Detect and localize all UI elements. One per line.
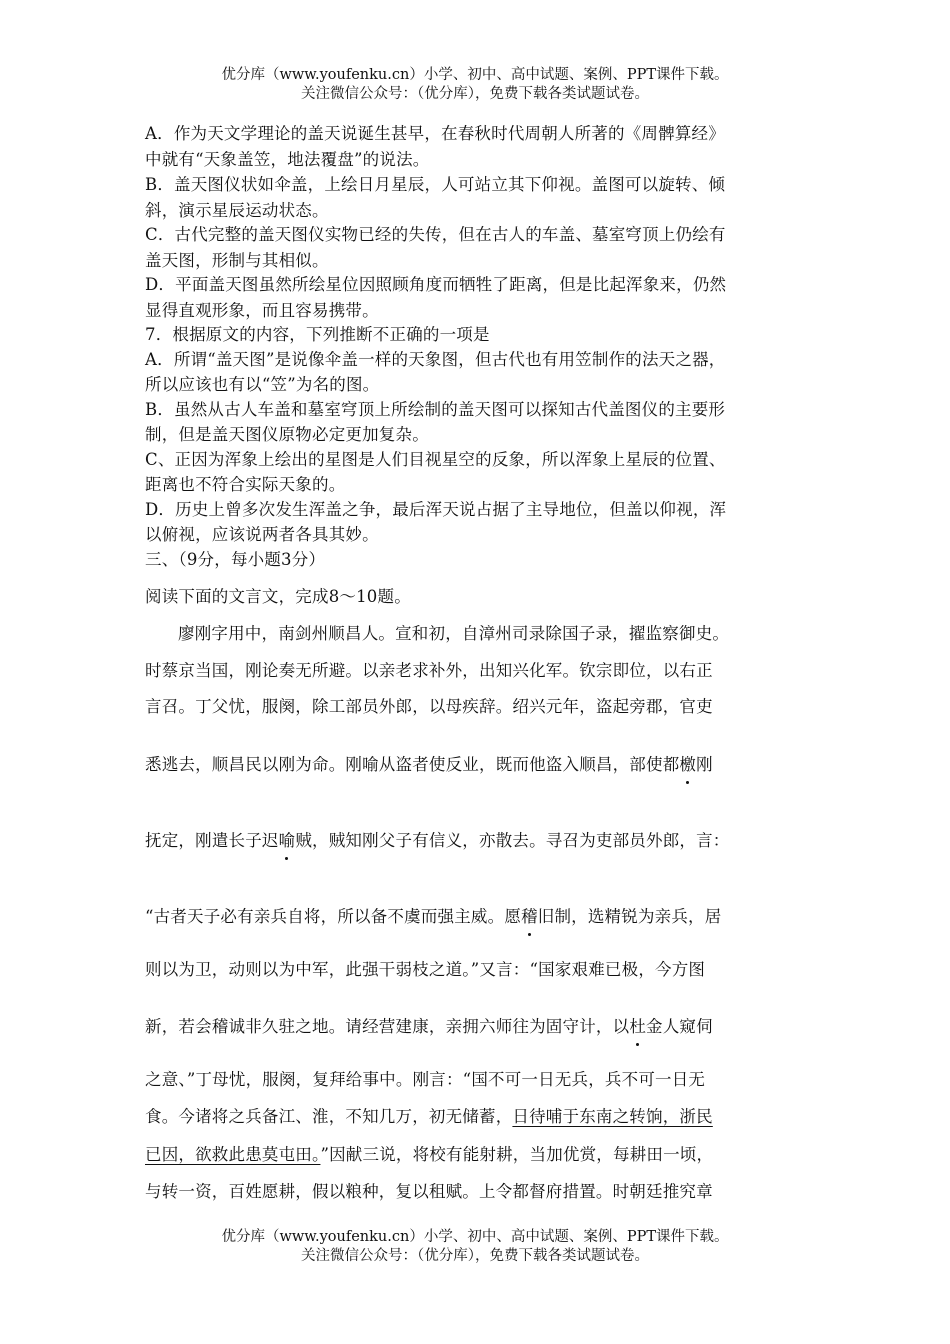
q6-option-d-line-1: D．平面盖天图虽然所绘星位因照顾角度而牺牲了距离，但是比起浑象来，仍然 — [145, 275, 727, 294]
q6-option-c-line-1: C．古代完整的盖天图仪实物已经的失传，但在古人的车盖、墓室穹顶上仍绘有 — [145, 225, 726, 244]
passage-line-8 — [145, 1015, 713, 1039]
passage-line-8-text-b: 金人窥伺 — [646, 1017, 713, 1036]
underlined-sentence: 已因，欲救此患莫屯田。 — [145, 1145, 321, 1164]
passage-line-12: 与转一资，百姓愿耕，假以粮种，复以租赋。上令都督府措置。时朝廷推究章 — [145, 1182, 713, 1201]
passage-line-2: 时蔡京当国，刚论奏无所避。以亲老求补外，出知兴化军。钦宗即位，以右正 — [145, 661, 713, 680]
emphasis-dot-char: 稽 — [521, 905, 538, 929]
passage-line-4-text-b: 刚 — [696, 755, 713, 774]
passage-line-7: 则以为卫，动则以为中军，此强干弱枝之道。”又言：“国家艰难已极，今方图 — [145, 960, 706, 979]
q6-option-b-line-2: 斜，演示星辰运动状态。 — [145, 201, 329, 220]
passage-line-10-text-a: 食。今诸将之兵备江、淮，不知几万，初无储蓄， — [145, 1107, 513, 1126]
passage-line-5-text-b: 贼，贼知刚父子有信义，亦散去。寻召为吏部员外郎，言： — [295, 831, 730, 850]
header-line-2: 关注微信公众号：（优分库），免费下载各类试题试卷。 — [301, 86, 649, 102]
q6-option-b-line-1: B．盖天图仪状如伞盖，上绘日月星辰，人可站立其下仰视。盖图可以旋转、倾 — [145, 175, 726, 194]
emphasis-dot-char: 檄 — [679, 753, 696, 777]
q7-option-c-line-1: C、正因为浑象上绘出的星图是人们目视星空的反象，所以浑象上星辰的位置、 — [145, 450, 726, 469]
header-line-1: 优分库（www.youfenku.cn）小学、初中、高中试题、案例、PPT课件下载。 — [221, 67, 729, 83]
q7-option-d-line-1: D．历史上曾多次发生浑盖之争，最后浑天说占据了主导地位，但盖以仰视，浑 — [145, 500, 727, 519]
q7-option-a-line-1: A．所谓“盖天图”是说像伞盖一样的天象图，但古代也有用笠制作的法天之器， — [145, 350, 726, 369]
passage-line-4 — [145, 753, 713, 777]
section-3-heading: 三、（9分，每小题3分） — [145, 550, 326, 569]
q7-option-c-line-2: 距离也不符合实际天象的。 — [145, 475, 346, 494]
passage-line-8-text-a: 新，若会稽诚非久驻之地。请经营建康，亲拥六师往为固守计，以 — [145, 1017, 630, 1036]
emphasis-dot-char: 喻 — [279, 829, 296, 853]
passage-line-10 — [145, 1105, 713, 1129]
passage-line-4-text-a: 悉逃去，顺昌民以刚为命。刚喻从盗者使反业，既而他盗入顺昌，部使都 — [145, 755, 680, 774]
passage-line-6 — [145, 905, 721, 929]
q6-option-d-line-2: 显得直观形象，而且容易携带。 — [145, 301, 379, 320]
passage-line-3: 言召。丁父忧，服阕，除工部员外郎，以母疾辞。绍兴元年，盗起旁郡，官吏 — [145, 697, 713, 716]
q6-option-a-line-1: A．作为天文学理论的盖天说诞生甚早，在春秋时代周朝人所著的《周髀算经》 — [145, 124, 725, 143]
q7-option-d-line-2: 以俯视，应该说两者各具其妙。 — [145, 525, 379, 544]
q7-stem: 7．根据原文的内容，下列推断不正确的一项是 — [145, 325, 490, 344]
passage-line-1: 廖刚字用中，南剑州顺昌人。宣和初，自漳州司录除国子录，擢监察御史。 — [178, 624, 730, 643]
passage-line-6-text-a: “古者天子必有亲兵自将，所以备不虞而强主威。愿 — [145, 907, 522, 926]
q7-option-b-line-1: B．虽然从古人车盖和墓室穹顶上所绘制的盖天图可以探知古代盖图仪的主要形 — [145, 400, 726, 419]
q6-option-a-line-2: 中就有“天象盖笠，地法覆盘”的说法。 — [145, 150, 430, 169]
passage-line-6-text-b: 旧制，选精锐为亲兵，居 — [537, 907, 722, 926]
section-3-instruction: 阅读下面的文言文，完成8～10题。 — [145, 587, 411, 606]
emphasis-dot-char: 杜 — [629, 1015, 646, 1039]
passage-line-11-text-b: ”因献三说，将校有能射耕，当加优赏，每耕田一顷， — [320, 1145, 714, 1164]
footer-line-1: 优分库（www.youfenku.cn）小学、初中、高中试题、案例、PPT课件下载。 — [221, 1229, 729, 1245]
q6-option-c-line-2: 盖天图，形制与其相似。 — [145, 251, 329, 270]
underlined-sentence: 日待哺于东南之转饷，浙民 — [512, 1107, 713, 1126]
q7-option-a-line-2: 所以应该也有以“笠”为名的图。 — [145, 375, 380, 394]
page-footer — [0, 1228, 950, 1266]
passage-line-11 — [145, 1143, 713, 1167]
page-header — [0, 66, 950, 104]
passage-line-5-text-a: 抚定，刚遣长子迟 — [145, 831, 279, 850]
q7-option-b-line-2: 制，但是盖天图仪原物必定更加复杂。 — [145, 425, 429, 444]
footer-line-2: 关注微信公众号：（优分库），免费下载各类试题试卷。 — [301, 1248, 649, 1264]
passage-line-5 — [145, 829, 730, 853]
passage-line-9: 之意、”丁母忧，服阕，复拜给事中。刚言：“国不可一日无兵，兵不可一日无 — [145, 1070, 706, 1089]
